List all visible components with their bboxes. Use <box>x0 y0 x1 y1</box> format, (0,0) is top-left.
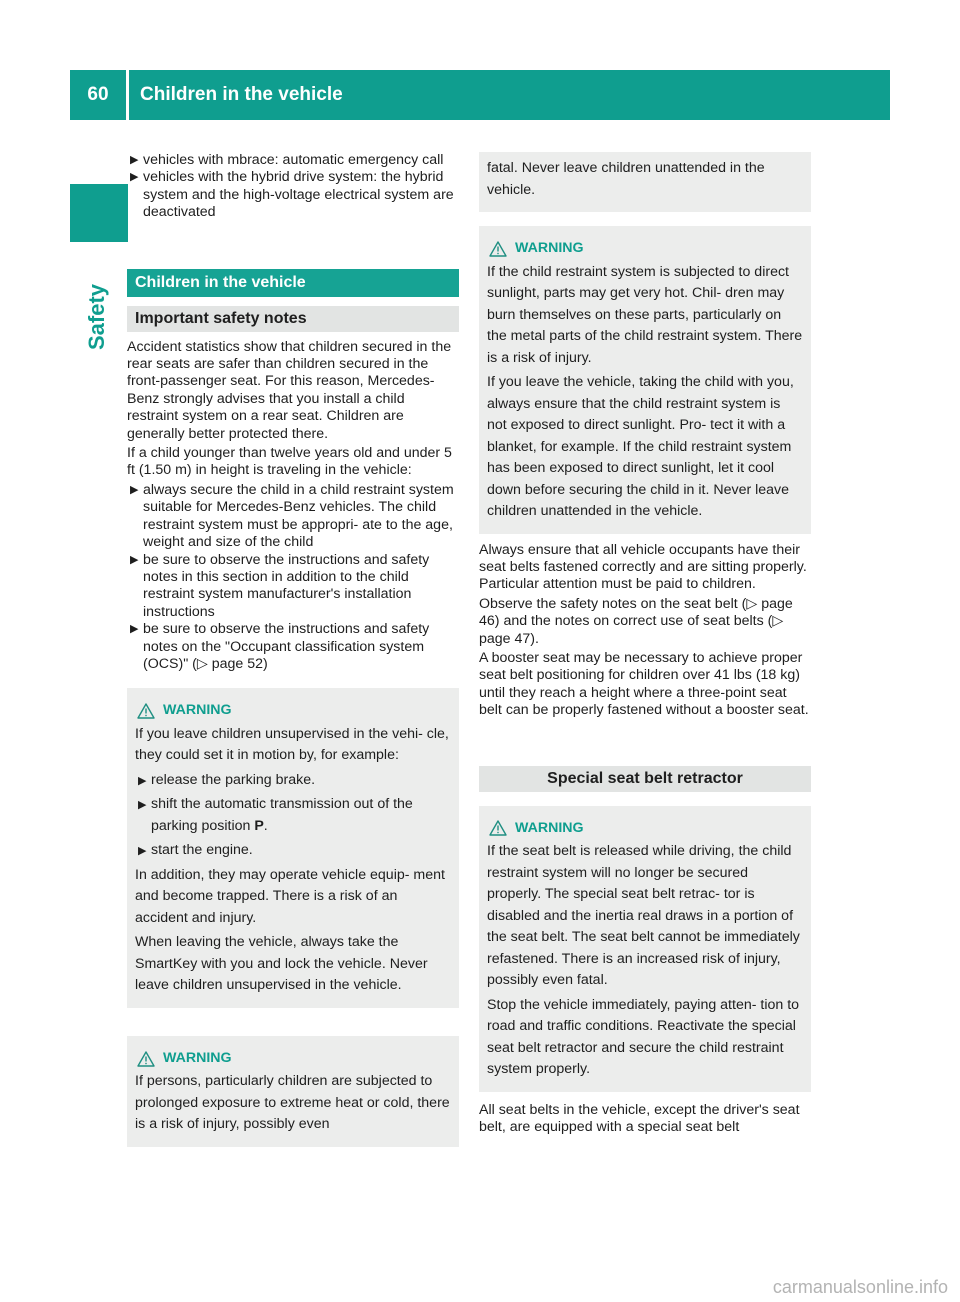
warning-heading: WARNING <box>137 700 451 722</box>
warning-text: fatal. Never leave children unattended in the vehicle. <box>487 160 765 198</box>
warning-heading: WARNING <box>489 818 803 840</box>
child-size-paragraph: If a child younger than twelve years old and under 5 ft (1.50 m) in height is traveling in the vehicle: <box>127 445 452 479</box>
parking-position-label: P <box>254 817 264 834</box>
bullet-icon: ▶ <box>138 845 147 858</box>
list-item: ▶ start the engine. <box>135 840 451 862</box>
list-item: ▶ always secure the child in a child restraint system suitable for Mercedes-Benz vehicles. The child restraint system must be appropri- ate to the age, weight and size of the child <box>130 481 454 551</box>
watermark: carmanualsonline.info <box>772 1277 948 1297</box>
bullet-icon: ▶ <box>138 774 147 787</box>
warning-text: If you leave the vehicle, taking the child with you, always ensure that the child restraint system is not exposed to direct sunlight. Pro- tect it with a blanket, for example. If the child restraint system has been exposed to direct sunlight, let it cool down before securing the child in it. Never leave children unattended in the vehicle. <box>487 374 794 519</box>
warning-text: In addition, they may operate vehicle equip- ment and become trapped. There is a risk of an accident and injury. <box>135 866 445 926</box>
side-tab-marker <box>70 184 128 242</box>
body-paragraph: Observe the safety notes on the seat belt (▷ page 46) and the notes on correct use of seat belts (▷ page 47). <box>479 595 793 647</box>
intro-paragraph: Accident statistics show that children secured in the rear seats are safer than children secured in the front-passenger seat. For this reason, Mercedes-Benz strongly advises that you install a child restraint system on a rear seat. Children are generally better protected there. <box>127 338 452 442</box>
safety-bullet-list <box>127 482 459 673</box>
warning-box-unsupervised <box>127 688 459 1008</box>
bullet-icon: ▶ <box>138 799 147 812</box>
warning-box-sunlight <box>479 226 811 534</box>
warning-text: If you leave children unsupervised in the vehi- cle, they could set it in motion by, for example: <box>135 725 449 764</box>
bullet-icon: ▶ <box>130 154 139 166</box>
side-tab-label: Safety <box>84 283 109 350</box>
header-divider <box>126 70 129 120</box>
top-bullet-list <box>127 152 459 222</box>
warning-text: Stop the vehicle immediately, paying atten- tion to road and traffic conditions. Reactivate the special seat belt retractor and secure the child restraint system properly. <box>487 996 800 1078</box>
subsection-title: Important safety notes <box>127 306 459 332</box>
warning-text: If the child restraint system is subjected to direct sunlight, parts may get very hot. Chil- dren may burn themselves on these parts, particularly on the metal parts of the child restraint system. There is a risk of injury. <box>487 263 803 366</box>
header-title: Children in the vehicle <box>140 84 343 105</box>
subsection-title: Special seat belt retractor <box>479 766 811 792</box>
warning-text: If the seat belt is released while driving, the child restraint system will no longer be secured properly. The special seat belt retrac- tor is disabled and the inertia real draws in a portion of the seat belt. The seat belt cannot be immediately refastened. There is an increased risk of injury, possibly even fatal. <box>487 843 800 989</box>
warning-box-heat-continued <box>479 152 811 212</box>
list-item: ▶ be sure to observe the instructions and safety notes on the "Occupant classification system (OCS)" (▷ page 52) <box>130 621 430 672</box>
bullet-icon: ▶ <box>130 553 139 566</box>
warning-box-heat <box>127 1036 459 1147</box>
warning-triangle-icon <box>489 820 507 836</box>
warning-bullet-list <box>135 770 451 862</box>
warning-box-retractor <box>479 806 811 1092</box>
warning-text: When leaving the vehicle, always take the SmartKey with you and lock the vehicle. Never leave children unsupervised in the vehicle. <box>135 934 428 994</box>
bullet-icon: ▶ <box>130 623 139 636</box>
body-paragraph: Always ensure that all vehicle occupants have their seat belts fastened correctly and are sitting properly. Particular attention must be paid to children. <box>479 541 807 593</box>
right-column <box>479 152 811 1138</box>
list-item: ▶ release the parking brake. <box>135 770 451 792</box>
body-paragraph: All seat belts in the vehicle, except the driver's seat belt, are equipped with a special seat belt <box>479 1101 800 1135</box>
page-number: 60 <box>87 84 109 105</box>
list-item: ▶ shift the automatic transmission out of the parking position P. <box>138 796 413 834</box>
warning-heading: WARNING <box>137 1048 451 1070</box>
warning-triangle-icon <box>137 703 155 719</box>
left-column <box>127 152 459 1147</box>
list-item: ▶ vehicles with mbrace: automatic emergency call <box>130 152 444 168</box>
warning-heading: WARNING <box>489 238 803 260</box>
bullet-icon: ▶ <box>130 483 139 496</box>
list-item: ▶ be sure to observe the instructions and safety notes in this section in addition to the child restraint system manufacturer's installation instructions <box>130 551 430 620</box>
bullet-icon: ▶ <box>130 171 139 184</box>
section-title: Children in the vehicle <box>127 269 459 297</box>
warning-text: If persons, particularly children are subjected to prolonged exposure to extreme heat or cold, there is a risk of injury, possibly even <box>135 1073 450 1133</box>
body-paragraph: A booster seat may be necessary to achieve proper seat belt positioning for children over 41 lbs (18 kg) until they reach a height where a three-point seat belt can be properly fastened without a booster seat. <box>479 649 809 719</box>
warning-triangle-icon <box>137 1051 155 1067</box>
list-item: ▶ vehicles with the hybrid drive system: the hybrid system and the high-voltage electrical system are deactivated <box>130 169 454 221</box>
warning-triangle-icon <box>489 241 507 257</box>
